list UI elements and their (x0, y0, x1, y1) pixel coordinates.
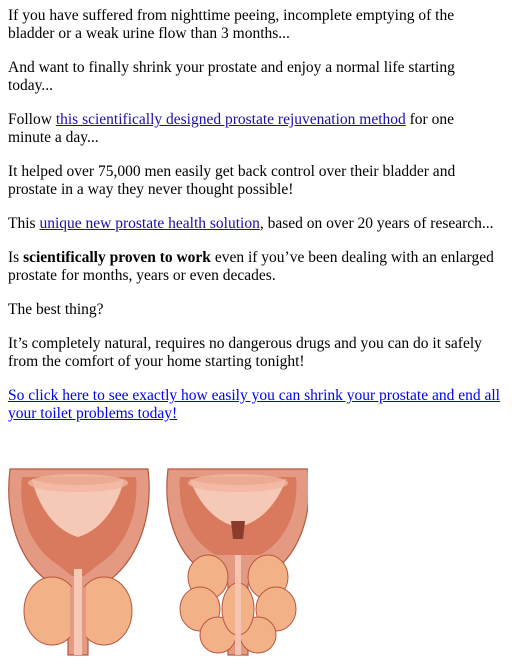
paragraph-goal: And want to finally shrink your prostate and enjoy a normal life starting today... (8, 59, 455, 94)
paragraph-results: It helped over 75,000 men easily get back control over their bladder and prostate in a way they never thought possible! (8, 163, 456, 198)
proven-bold: scientifically proven to work (23, 249, 211, 266)
cta-link[interactable]: So click here to see exactly how easily you can shrink your prostate and end all your toilet problems today! (8, 387, 500, 422)
solution-prefix: This (8, 215, 40, 232)
paragraph-solution (8, 215, 500, 233)
solution-suffix: , based on over 20 years of research... (259, 215, 494, 232)
paragraph-best-thing: The best thing? (8, 301, 104, 318)
prostate-comparison-image (8, 459, 308, 659)
proven-prefix: Is (8, 249, 24, 266)
paragraph-proven (8, 249, 500, 285)
proven-suffix: even if you’ve been dealing with an enlarged prostate for months, years or even decades. (8, 249, 494, 284)
prostate-illustrations (8, 459, 308, 659)
paragraph-natural: It’s completely natural, requires no dangerous drugs and you can do it safely from the comfort of your home starting tonight! (8, 335, 482, 370)
healthy-prostate-illustration (9, 469, 149, 655)
enlarged-prostate-illustration (167, 469, 308, 655)
article-body (8, 7, 500, 439)
solution-link[interactable]: unique new prostate health solution (39, 215, 260, 232)
follow-prefix: Follow (8, 111, 56, 128)
paragraph-symptoms: If you have suffered from nighttime peeing, incomplete emptying of the bladder or a weak urine flow than 3 months... (8, 7, 455, 42)
paragraph-follow (8, 111, 500, 147)
paragraph-cta (8, 387, 500, 423)
follow-suffix: for one minute a day... (8, 111, 454, 146)
method-link[interactable]: this scientifically designed prostate rejuvenation method (55, 111, 406, 128)
